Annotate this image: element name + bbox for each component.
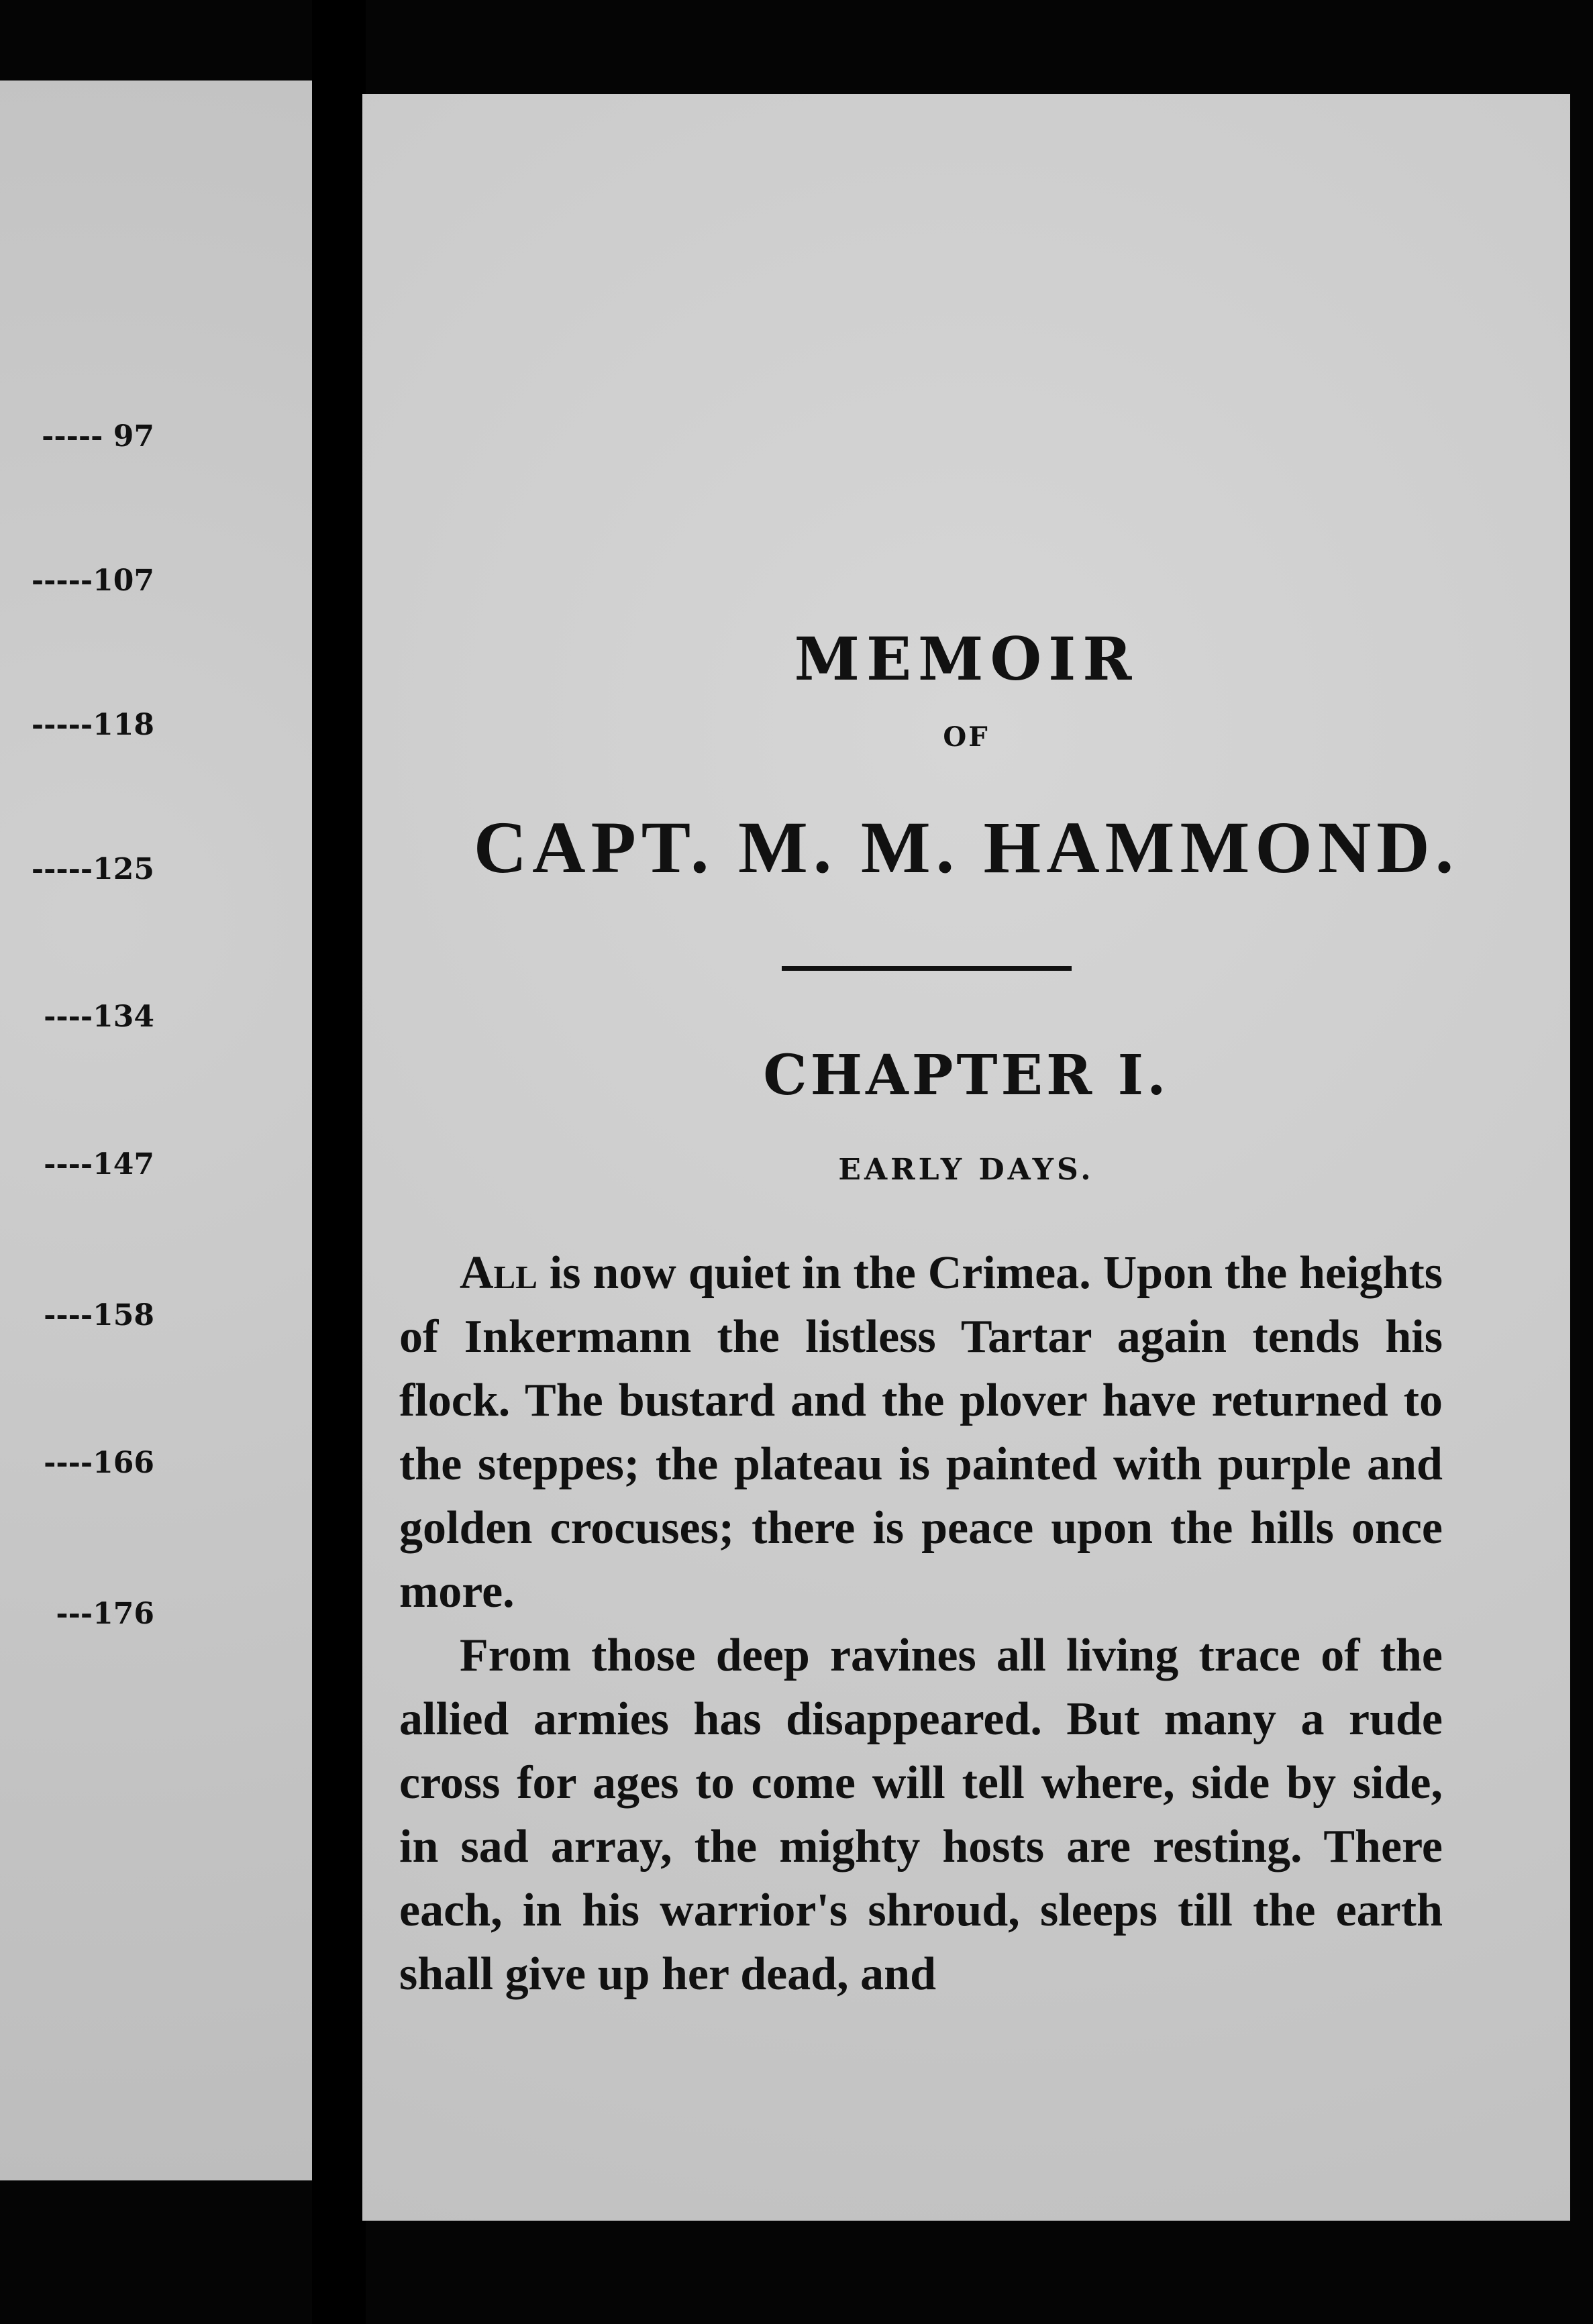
toc-page-number: 125 <box>93 852 154 886</box>
toc-entry <box>0 1000 154 1034</box>
toc-leader: ----- <box>31 852 93 886</box>
toc-leader: ----- <box>31 564 93 598</box>
toc-entry <box>0 1147 154 1181</box>
toc-leader: --- <box>56 1597 93 1631</box>
toc-leader: ---- <box>44 1000 93 1034</box>
toc-page-number: 118 <box>93 708 154 742</box>
toc-leader: ---- <box>44 1298 93 1332</box>
toc-page-number: 97 <box>113 419 154 454</box>
toc-page-number: 107 <box>93 564 154 598</box>
chapter-body <box>399 1241 1443 2006</box>
paragraph-lead: All <box>460 1247 537 1299</box>
title-connector: OF <box>943 721 990 753</box>
left-page <box>0 81 312 2180</box>
toc-page-number: 158 <box>93 1298 154 1332</box>
toc-page-number: 147 <box>93 1147 154 1181</box>
chapter-heading: CHAPTER I. <box>763 1043 1170 1108</box>
toc-page-number: 176 <box>93 1597 154 1631</box>
toc-page-number: 166 <box>93 1446 154 1480</box>
page-title: MEMOIR <box>794 624 1139 694</box>
toc-leader: ----- <box>31 708 93 742</box>
toc-leader: ---- <box>44 1147 93 1181</box>
chapter-subtitle: EARLY DAYS. <box>838 1153 1094 1187</box>
toc-entry <box>0 852 154 886</box>
toc-entry <box>0 419 154 454</box>
toc-entry <box>0 1597 154 1631</box>
paragraph: From those deep ravines all living trace of the allied armies has disappeared. But many a rude cross for ages to come will tell where, side by side, in sad array, the mighty hosts are resting. There each, in his warrior's shroud, sleeps till the earth shall give up her dead, and <box>399 1630 1443 2000</box>
toc-entry <box>0 708 154 742</box>
toc-entry <box>0 1298 154 1332</box>
right-page <box>362 94 1570 2221</box>
paragraph-text: is now quiet in the Crimea. Upon the heights of Inkermann the listless Tartar again tends his flock. The bustard and the plover have returned to the steppes; the plateau is painted with purple and golden crocuses; there is peace upon the hills once more. <box>399 1247 1443 1618</box>
divider-rule <box>782 966 1072 971</box>
toc-leader: ----- <box>42 419 113 454</box>
memoir-subject: CAPT. M. M. HAMMOND. <box>473 806 1459 888</box>
paragraph <box>399 1241 1443 1624</box>
toc-page-number: 134 <box>93 1000 154 1034</box>
book-gutter <box>312 0 366 2324</box>
toc-leader: ---- <box>44 1446 93 1480</box>
toc-entry <box>0 564 154 598</box>
toc-entry <box>0 1446 154 1480</box>
